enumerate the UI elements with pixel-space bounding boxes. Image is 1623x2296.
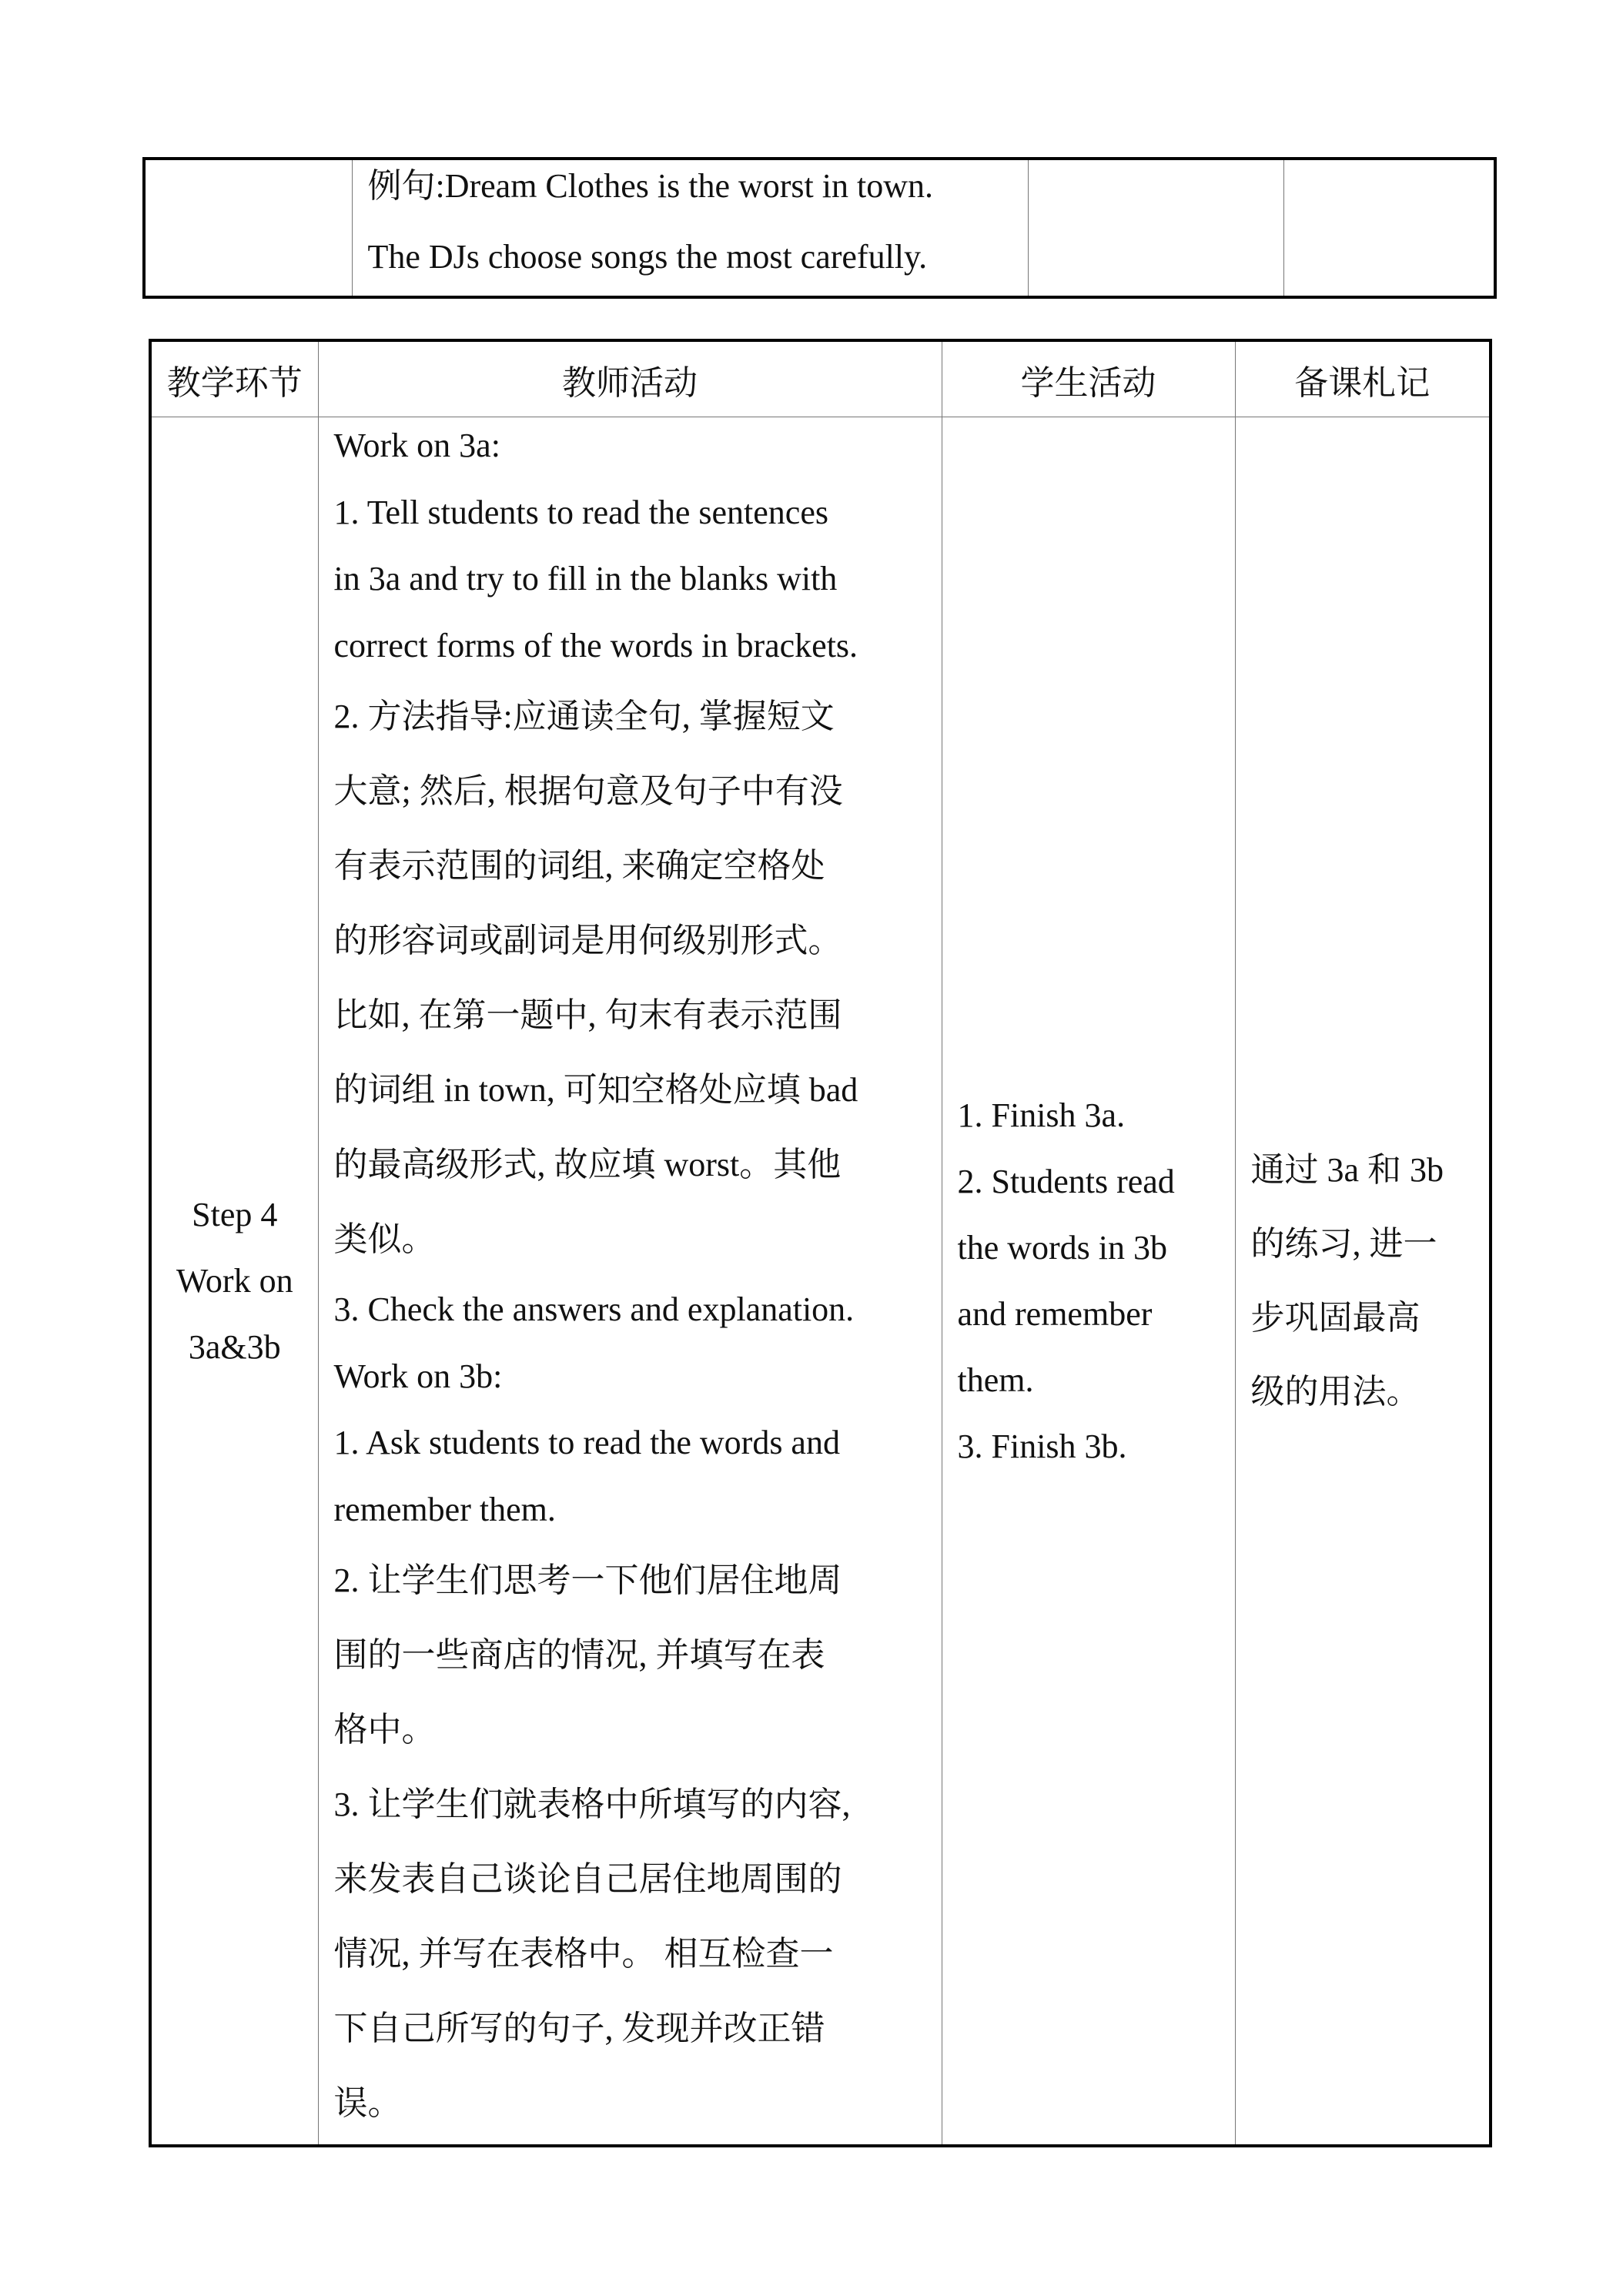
example-line: The DJs choose songs the most carefully.: [367, 238, 928, 276]
student-line: 1. Finish 3a.: [957, 1096, 1126, 1134]
teacher-activity-line: 3. 让学生们就表格中所填写的内容,: [333, 1786, 851, 1823]
step-line: Work on: [176, 1261, 293, 1300]
teacher-activity-line: 围的一些商店的情况, 并填写在表: [333, 1636, 825, 1674]
header-teaching-stage: 教学环节: [150, 340, 318, 417]
teacher-activity-line: 2. 方法指导:应通读全句, 掌握短文: [333, 698, 835, 735]
teacher-activity-line: 的词组 in town, 可知空格处应填 bad: [333, 1071, 858, 1109]
teacher-activity-line: 有表示范围的词组, 来确定空格处: [333, 847, 825, 885]
header-row: [150, 340, 1491, 417]
student-line: the words in 3b: [957, 1228, 1168, 1267]
empty-cell: [144, 159, 352, 297]
empty-cell: [1028, 159, 1283, 297]
teacher-activity-line: 误。: [333, 2084, 402, 2122]
teacher-activity-line: Work on 3b:: [333, 1357, 503, 1395]
teacher-activity-line: 来发表自己谈论自己居住地周围的: [333, 1860, 842, 1898]
teacher-activity-line: 2. 让学生们思考一下他们居住地周: [333, 1561, 842, 1599]
notes-line: 通过 3a 和 3b: [1250, 1150, 1444, 1189]
teacher-activity-line: remember them.: [333, 1490, 556, 1528]
teacher-activity-line: Work on 3a:: [333, 427, 500, 464]
teacher-activity-cell: [318, 417, 942, 2147]
teacher-activity-line: 比如, 在第一题中, 句末有表示范围: [333, 996, 842, 1034]
notes-line: 步巩固最高: [1250, 1298, 1421, 1337]
step-line: 3a&3b: [188, 1327, 281, 1366]
student-activity-cell: [942, 417, 1235, 2147]
table-row: [150, 417, 1491, 2147]
table-row: [144, 159, 1495, 297]
student-line: 2. Students read: [957, 1162, 1175, 1200]
teacher-activity-line: 格中。: [333, 1711, 436, 1749]
student-line: and remember: [957, 1294, 1153, 1333]
teacher-activity-line: 类似。: [333, 1220, 436, 1258]
teacher-activity-line: 1. Tell students to read the sentences: [333, 493, 828, 531]
teacher-activity-line: 的最高级形式, 故应填 worst。其他: [333, 1146, 842, 1183]
empty-cell: [1283, 159, 1495, 297]
header-student-activity: 学生活动: [942, 340, 1235, 417]
continuation-table: [142, 157, 1497, 299]
example-line: 例句:Dream Clothes is the worst in town.: [367, 167, 933, 205]
student-line: 3. Finish 3b.: [957, 1427, 1127, 1465]
student-line: them.: [957, 1361, 1034, 1399]
teacher-activity-line: 3. Check the answers and explanation.: [333, 1290, 855, 1328]
lesson-notes-cell: [1235, 417, 1491, 2147]
notes-line: 级的用法。: [1250, 1372, 1421, 1411]
step-line: Step 4: [192, 1195, 278, 1233]
example-sentences-cell: [352, 159, 1028, 297]
lesson-plan-table: [149, 339, 1492, 2147]
teacher-activity-text: [334, 413, 942, 2140]
teacher-activity-line: 大意; 然后, 根据句意及句子中有没: [333, 772, 843, 810]
teacher-activity-line: 下自己所写的句子, 发现并改正错: [333, 2010, 825, 2047]
teacher-activity-line: 1. Ask students to read the words and: [333, 1424, 840, 1461]
notes-line: 的练习, 进一: [1250, 1224, 1437, 1263]
teacher-activity-line: 情况, 并写在表格中。 相互检查一: [333, 1935, 834, 1973]
step-cell: [150, 417, 318, 2147]
header-teacher-activity: 教师活动: [318, 340, 942, 417]
teacher-activity-line: in 3a and try to fill in the blanks with: [333, 560, 838, 597]
teacher-activity-line: correct forms of the words in brackets.: [333, 626, 858, 664]
teacher-activity-line: 的形容词或副词是用何级别形式。: [333, 922, 842, 959]
header-lesson-notes: 备课札记: [1235, 340, 1491, 417]
